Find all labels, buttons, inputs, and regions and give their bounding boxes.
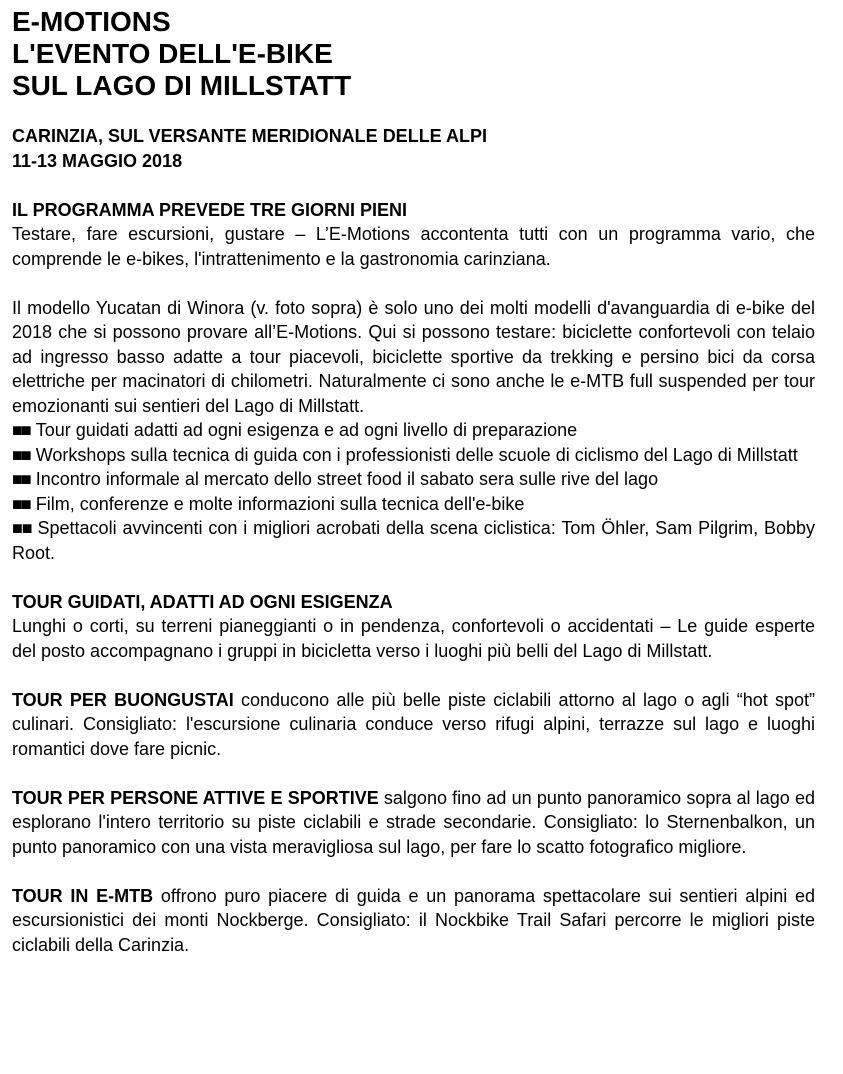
bullet-text: Film, conferenze e molte informazioni sulla tecnica dell'e-bike bbox=[35, 493, 525, 514]
program-section bbox=[12, 198, 815, 566]
event-subtitle bbox=[12, 124, 815, 173]
title-line-2: L'EVENTO DELL'E-BIKE bbox=[12, 38, 333, 69]
bullet-item bbox=[12, 418, 815, 443]
bullet-item bbox=[12, 492, 815, 517]
bullet-mark-icon: ■■ bbox=[12, 444, 30, 465]
bullet-mark-icon: ■■ bbox=[12, 493, 30, 514]
bullet-item bbox=[12, 516, 815, 565]
bullet-text: Incontro informale al mercato dello street food il sabato sera sulle rive del lago bbox=[35, 469, 659, 489]
emtb-tour-paragraph bbox=[12, 884, 815, 958]
event-location: CARINZIA, SUL VERSANTE MERIDIONALE DELLE ALPI bbox=[12, 126, 488, 146]
active-tour-paragraph bbox=[12, 786, 815, 860]
bullet-mark-icon: ■■ bbox=[12, 518, 32, 538]
tours-heading: TOUR GUIDATI, ADATTI AD OGNI ESIGENZA bbox=[12, 591, 393, 612]
program-intro: Testare, fare escursioni, gustare – L’E-Motions accontenta tutti con un programma vario, che comprende le e-bikes, l'intrattenimento e la gastronomia carinziana. bbox=[12, 224, 815, 269]
title-line-3: SUL LAGO DI MILLSTATT bbox=[12, 70, 352, 101]
active-tour-label: TOUR PER PERSONE ATTIVE E SPORTIVE bbox=[12, 787, 379, 808]
tours-section bbox=[12, 590, 815, 958]
emtb-tour-label: TOUR IN E-MTB bbox=[12, 885, 154, 906]
active-tour-text: salgono fino ad un punto panoramico sopra al lago ed esplorano l'intero territorio su piste ciclabili e strade secondarie. Consigliato: lo Sternenbalkon, un punto panoramico con una vista meravigliosa sul lago, per fare lo scatto fotografico migliore. bbox=[12, 787, 815, 857]
gourmet-tour-paragraph bbox=[12, 688, 815, 762]
program-models-paragraph: Il modello Yucatan di Winora (v. foto sopra) è solo uno dei molti modelli d'avanguardia di e-bike del 2018 che si possono provare all’E-Motions. Qui si possono testare: biciclette confortevoli con telaio ad ingresso basso adatte a tour piacevoli, biciclette sportive da trekking e persino bici da corsa elettriche per macinatori di chilometri. Naturalmente ci sono anche le e-MTB full suspended per tour emozionanti sui sentieri del Lago di Millstatt. bbox=[12, 297, 815, 416]
bullet-item bbox=[12, 467, 815, 492]
bullet-text: Spettacoli avvincenti con i migliori acrobati della scena ciclistica: Tom Öhler, Sam Pilgrim, Bobby Root. bbox=[12, 518, 815, 563]
emtb-tour-text: offrono puro piacere di guida e un panorama spettacolare sui sentieri alpini ed escursionistici dei monti Nockberge. Consigliato: il Nockbike Trail Safari percorre le migliori piste ciclabili della Carinzia. bbox=[12, 885, 815, 955]
document-title bbox=[12, 6, 815, 102]
bullet-text: Workshops sulla tecnica di guida con i professionisti delle scuole di ciclismo del Lago di Millstatt bbox=[35, 444, 798, 465]
gourmet-tour-label: TOUR PER BUONGUSTAI bbox=[12, 689, 234, 710]
gourmet-tour-text: conducono alle più belle piste ciclabili attorno al lago o agli “hot spot” culinari. Consigliato: l'escursione culinaria conduce verso rifugi alpini, terrazze sul lago e luoghi romantici dove fare picnic. bbox=[12, 689, 815, 759]
tours-intro: Lunghi o corti, su terreni pianeggianti o in pendenza, confortevoli o accidentati – Le guide esperte del posto accompagnano i gruppi in bicicletta verso i luoghi più belli del Lago di Millstatt. bbox=[12, 616, 815, 661]
bullet-text: Tour guidati adatti ad ogni esigenza e ad ogni livello di preparazione bbox=[35, 420, 578, 440]
bullet-mark-icon: ■■ bbox=[12, 420, 30, 440]
bullet-mark-icon: ■■ bbox=[12, 469, 30, 489]
title-line-1: E-MOTIONS bbox=[12, 6, 171, 37]
event-dates: 11-13 MAGGIO 2018 bbox=[12, 150, 183, 171]
program-heading: IL PROGRAMMA PREVEDE TRE GIORNI PIENI bbox=[12, 199, 408, 220]
bullet-item bbox=[12, 443, 815, 468]
